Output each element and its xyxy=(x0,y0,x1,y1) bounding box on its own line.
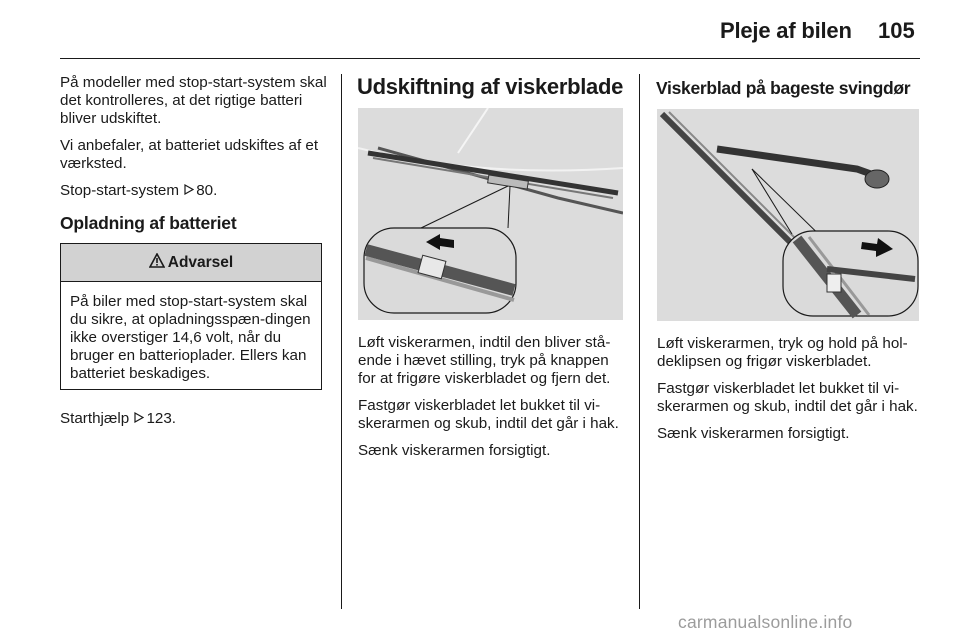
column-left xyxy=(60,74,328,437)
warning-title: Advarsel xyxy=(167,253,234,271)
column-divider xyxy=(639,74,640,609)
wiper-blade-illustration xyxy=(358,108,623,320)
reference-arrow-icon xyxy=(184,182,194,200)
paragraph: Sænk viskerarmen forsigtigt. xyxy=(657,425,850,442)
paragraph: Løft viskerarmen, tryk og hold på hol-deklipsen og frigør viskerbladet. xyxy=(657,335,908,370)
column-middle xyxy=(358,74,626,469)
column-divider xyxy=(341,74,342,609)
reference-label: Starthjælp xyxy=(60,410,130,427)
rear-wiper-illustration xyxy=(657,109,919,321)
warning-text: På biler med stop-start-system skal du sikre, at opladningsspæn-dingen ikke overstiger 14,6 volt, når du bruger en batterioplader. Ellers kan batteriet beskadiges. xyxy=(70,293,311,382)
section-heading: Udskiftning af viskerblade xyxy=(357,74,624,99)
paragraph: Vi anbefaler, at batteriet udskiftes af et værksted. xyxy=(60,137,319,172)
reference-link[interactable]: 123. xyxy=(146,410,177,427)
column-right xyxy=(657,74,923,452)
section-heading: Opladning af batteriet xyxy=(60,213,237,233)
header-divider xyxy=(60,58,920,59)
reference-label: Stop-start-system xyxy=(60,182,179,199)
page-number: 105 xyxy=(878,18,915,43)
reference-arrow-icon xyxy=(134,410,144,428)
page-title: Pleje af bilen xyxy=(720,18,852,43)
watermark: carmanualsonline.info xyxy=(678,612,853,632)
reference-link[interactable]: 80. xyxy=(196,182,218,199)
paragraph: Sænk viskerarmen forsigtigt. xyxy=(358,442,551,459)
paragraph: Fastgør viskerbladet let bukket til vi-skerarmen og skub, indtil det går i hak. xyxy=(657,380,918,415)
paragraph: Løft viskerarmen, indtil den bliver stå-ende i hævet stilling, tryk på knappen for at frigøre viskerbladet og fjern det. xyxy=(358,334,611,387)
paragraph xyxy=(60,182,328,200)
section-heading: Viskerblad på bageste svingdør xyxy=(656,78,911,98)
paragraph xyxy=(60,410,328,428)
paragraph: Fastgør viskerbladet let bukket til vi-skerarmen og skub, indtil det går i hak. xyxy=(358,397,619,432)
warning-triangle-icon xyxy=(149,253,168,273)
warning-box xyxy=(60,243,322,390)
paragraph: På modeller med stop-start-system skal det kontrolleres, at det rigtige batteri bliver udskiftet. xyxy=(60,74,327,127)
warning-header xyxy=(61,244,321,282)
